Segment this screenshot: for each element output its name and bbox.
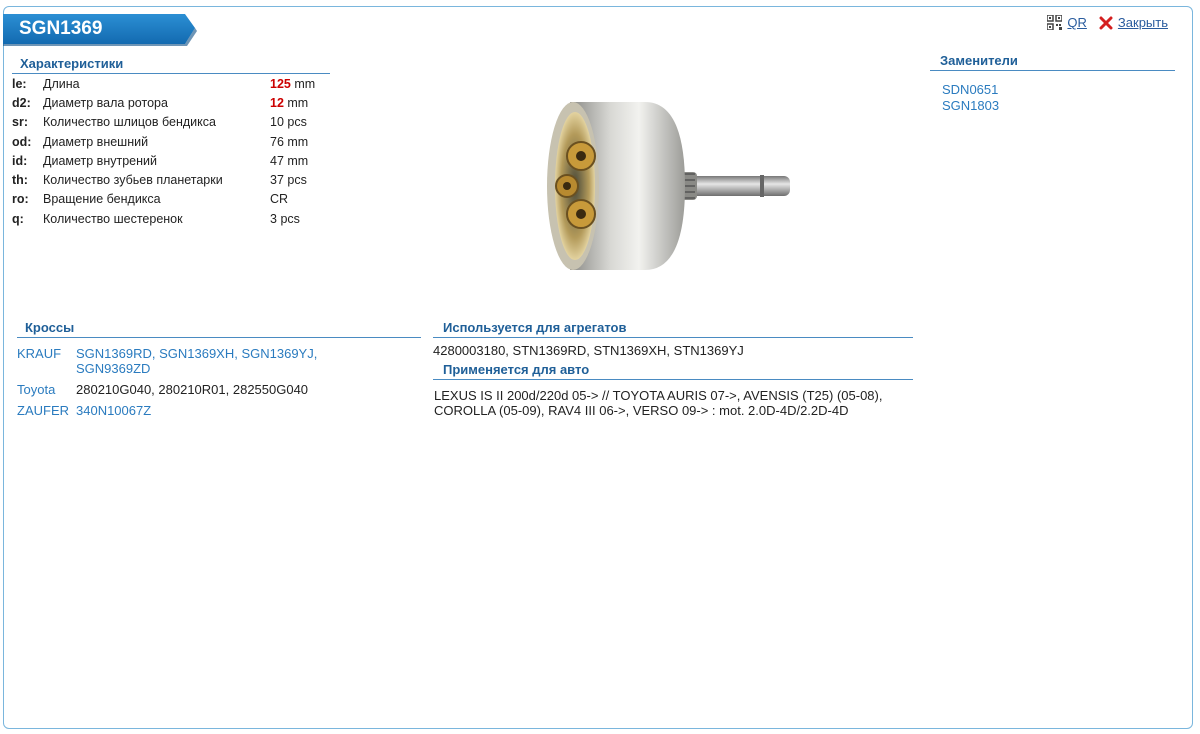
characteristic-code: ro: [12,192,29,207]
cross-brand[interactable]: Toyota [17,382,56,397]
close-link[interactable]: Закрыть [1117,15,1168,30]
value-number: 12 [270,95,284,110]
value-number: 37 [270,173,284,188]
cross-brand[interactable]: KRAUF [17,346,62,361]
page-title: SGN1369 [19,18,103,39]
characteristic-code: d2: [12,95,31,110]
characteristic-name: Диаметр вала ротора [43,95,168,110]
product-image [545,96,795,276]
characteristic-row [12,170,332,189]
characteristic-row [12,151,332,170]
used-for-text: 4280003180, STN1369RD, STN1369XH, STN1369YJ [433,343,744,358]
title-tab [3,14,193,44]
characteristic-value [270,135,308,149]
characteristic-value [270,96,308,110]
crosses-heading: Кроссы [17,320,421,338]
characteristic-code: th: [12,173,28,188]
characteristic-value [270,115,307,129]
characteristic-value [270,212,300,226]
characteristic-name: Длина [43,76,80,91]
characteristic-value [270,192,288,206]
substitutes-list [942,82,999,114]
cross-row [17,382,417,397]
characteristics-table [12,74,332,228]
value-unit: mm [287,134,309,149]
value-number: 3 [270,211,277,226]
cross-codes[interactable]: 340N10067Z [76,403,152,418]
applied-for-text: LEXUS IS II 200d/220d 05-> // TOYOTA AURIS 07->, AVENSIS (T25) (05-08), COROLLA (05-09), RAV4 III 06->, VERSO 09-> : mot. 2.0D-4D/2.2D-4D [434,388,883,418]
close-link-wrap[interactable] [1099,15,1168,30]
top-links [1047,15,1168,30]
value-unit: mm [287,95,309,110]
characteristic-row [12,93,332,112]
characteristic-name: Диаметр внешний [43,134,149,149]
qr-link-wrap[interactable] [1047,15,1087,30]
characteristic-row [12,74,332,93]
characteristics-heading: Характеристики [12,56,330,74]
value-unit: mm [294,76,316,91]
value-number: 125 [270,76,291,91]
characteristic-row [12,132,332,151]
starter-drive-picture [545,96,795,276]
close-icon [1099,16,1113,30]
value-unit: mm [287,153,309,168]
characteristic-name: Количество шлицов бендикса [43,115,216,130]
cross-codes[interactable]: SGN1369RD, SGN1369XH, SGN1369YJ, SGN9369ZD [76,346,318,376]
cross-row [17,346,417,376]
characteristic-value [270,154,308,168]
qr-icon [1047,15,1062,30]
characteristic-value [270,173,307,187]
cross-brand[interactable]: ZAUFER [17,403,69,418]
value-number: 10 [270,115,284,130]
characteristic-row [12,113,332,132]
characteristic-name: Диаметр внутрений [43,153,157,168]
characteristic-code: id: [12,153,28,168]
substitute-link[interactable]: SDN0651 [942,82,999,97]
characteristic-code: le: [12,76,27,91]
characteristic-name: Вращение бендикса [43,192,161,207]
substitute-link[interactable]: SGN1803 [942,98,1000,113]
value-unit: pcs [287,173,307,188]
cross-row [17,403,417,418]
characteristic-row [12,209,332,228]
characteristic-value [270,77,315,91]
crosses-table [17,346,417,424]
characteristic-code: q: [12,211,24,226]
value-number: 76 [270,134,284,149]
used-for-heading: Используется для агрегатов [433,320,913,338]
applied-for-heading: Применяется для авто [433,362,913,380]
characteristic-row [12,190,332,209]
cross-codes: 280210G040, 280210R01, 282550G040 [76,382,309,397]
substitutes-heading: Заменители [930,53,1175,71]
characteristic-code: sr: [12,115,28,130]
value-unit: pcs [280,211,300,226]
value-unit: pcs [287,115,307,130]
characteristic-code: od: [12,134,32,149]
value-number: 47 [270,153,284,168]
characteristic-name: Количество зубьев планетарки [43,173,223,188]
qr-link[interactable]: QR [1067,15,1087,30]
value-number: CR [270,192,289,207]
characteristic-name: Количество шестеренок [43,211,183,226]
